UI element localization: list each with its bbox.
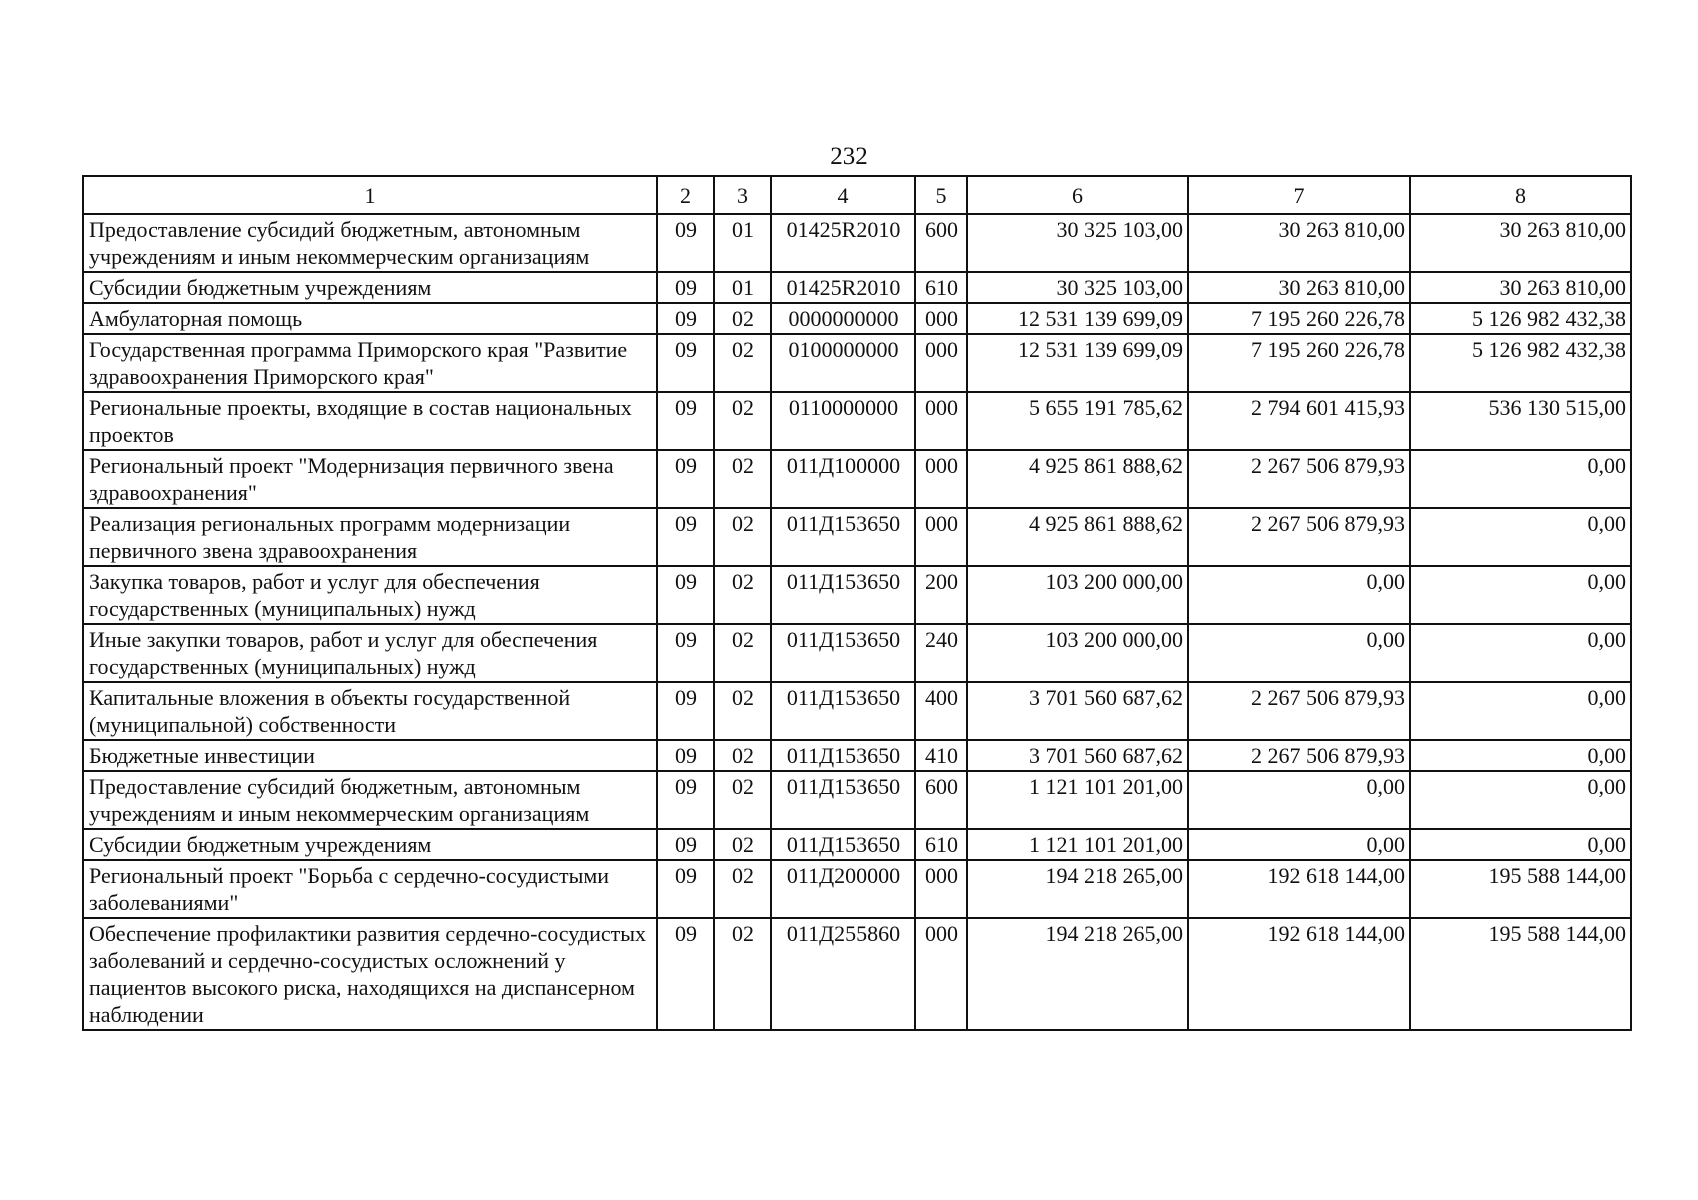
amount-col-8: 0,00 <box>1410 740 1631 771</box>
row-name: Иные закупки товаров, работ и услуг для обеспечения государственных (муниципальных) нужд <box>83 624 657 682</box>
target-article-code: 011Д153650 <box>771 624 915 682</box>
amount-col-6: 12 531 139 699,09 <box>967 334 1188 392</box>
row-name: Субсидии бюджетным учреждениям <box>83 829 657 860</box>
section-code: 09 <box>657 334 714 392</box>
table-row <box>83 566 1631 624</box>
expense-type-code: 610 <box>915 272 967 303</box>
amount-col-8: 0,00 <box>1410 771 1631 829</box>
amount-col-7: 30 263 810,00 <box>1188 214 1410 272</box>
target-article-code: 011Д255860 <box>771 918 915 1030</box>
row-name: Капитальные вложения в объекты государственной (муниципальной) собственности <box>83 682 657 740</box>
section-code: 09 <box>657 450 714 508</box>
expense-type-code: 400 <box>915 682 967 740</box>
expense-type-code: 000 <box>915 450 967 508</box>
section-code: 09 <box>657 860 714 918</box>
amount-col-7: 2 267 506 879,93 <box>1188 682 1410 740</box>
amount-col-6: 4 925 861 888,62 <box>967 508 1188 566</box>
row-name: Закупка товаров, работ и услуг для обеспечения государственных (муниципальных) нужд <box>83 566 657 624</box>
expense-type-code: 000 <box>915 918 967 1030</box>
column-header: 7 <box>1188 176 1410 214</box>
subsection-code: 02 <box>714 740 771 771</box>
target-article-code: 011Д200000 <box>771 860 915 918</box>
amount-col-7: 30 263 810,00 <box>1188 272 1410 303</box>
section-code: 09 <box>657 624 714 682</box>
row-name: Реализация региональных программ модернизации первичного звена здравоохранения <box>83 508 657 566</box>
expense-type-code: 600 <box>915 214 967 272</box>
subsection-code: 02 <box>714 624 771 682</box>
subsection-code: 02 <box>714 682 771 740</box>
expense-type-code: 600 <box>915 771 967 829</box>
target-article-code: 011Д153650 <box>771 508 915 566</box>
column-header: 5 <box>915 176 967 214</box>
subsection-code: 01 <box>714 214 771 272</box>
expense-type-code: 240 <box>915 624 967 682</box>
amount-col-8: 5 126 982 432,38 <box>1410 303 1631 334</box>
column-header: 1 <box>83 176 657 214</box>
subsection-code: 02 <box>714 334 771 392</box>
target-article-code: 011Д153650 <box>771 682 915 740</box>
amount-col-7: 2 794 601 415,93 <box>1188 392 1410 450</box>
amount-col-6: 194 218 265,00 <box>967 918 1188 1030</box>
table-row <box>83 740 1631 771</box>
expense-type-code: 000 <box>915 392 967 450</box>
expense-type-code: 200 <box>915 566 967 624</box>
row-name: Государственная программа Приморского края "Развитие здравоохранения Приморского края" <box>83 334 657 392</box>
header-row <box>83 176 1631 214</box>
target-article-code: 011Д100000 <box>771 450 915 508</box>
section-code: 09 <box>657 771 714 829</box>
amount-col-6: 1 121 101 201,00 <box>967 771 1188 829</box>
amount-col-6: 194 218 265,00 <box>967 860 1188 918</box>
table-row <box>83 303 1631 334</box>
target-article-code: 0000000000 <box>771 303 915 334</box>
section-code: 09 <box>657 829 714 860</box>
section-code: 09 <box>657 682 714 740</box>
row-name: Региональный проект "Модернизация первичного звена здравоохранения" <box>83 450 657 508</box>
amount-col-8: 0,00 <box>1410 450 1631 508</box>
expense-type-code: 000 <box>915 303 967 334</box>
target-article-code: 0110000000 <box>771 392 915 450</box>
amount-col-6: 4 925 861 888,62 <box>967 450 1188 508</box>
row-name: Бюджетные инвестиции <box>83 740 657 771</box>
amount-col-6: 5 655 191 785,62 <box>967 392 1188 450</box>
target-article-code: 01425R2010 <box>771 272 915 303</box>
expense-type-code: 410 <box>915 740 967 771</box>
amount-col-8: 0,00 <box>1410 566 1631 624</box>
row-name: Региональные проекты, входящие в состав национальных проектов <box>83 392 657 450</box>
amount-col-6: 12 531 139 699,09 <box>967 303 1188 334</box>
table-row <box>83 829 1631 860</box>
amount-col-8: 0,00 <box>1410 829 1631 860</box>
amount-col-7: 0,00 <box>1188 771 1410 829</box>
table-row <box>83 771 1631 829</box>
subsection-code: 02 <box>714 918 771 1030</box>
table-row <box>83 682 1631 740</box>
subsection-code: 02 <box>714 860 771 918</box>
section-code: 09 <box>657 508 714 566</box>
subsection-code: 02 <box>714 566 771 624</box>
row-name: Региональный проект "Борьба с сердечно-сосудистыми заболеваниями" <box>83 860 657 918</box>
row-name: Субсидии бюджетным учреждениям <box>83 272 657 303</box>
amount-col-6: 3 701 560 687,62 <box>967 740 1188 771</box>
amount-col-8: 5 126 982 432,38 <box>1410 334 1631 392</box>
target-article-code: 011Д153650 <box>771 740 915 771</box>
table-row <box>83 214 1631 272</box>
target-article-code: 01425R2010 <box>771 214 915 272</box>
amount-col-6: 103 200 000,00 <box>967 624 1188 682</box>
subsection-code: 02 <box>714 508 771 566</box>
amount-col-8: 195 588 144,00 <box>1410 918 1631 1030</box>
target-article-code: 011Д153650 <box>771 829 915 860</box>
table-row <box>83 860 1631 918</box>
amount-col-7: 2 267 506 879,93 <box>1188 740 1410 771</box>
amount-col-8: 0,00 <box>1410 508 1631 566</box>
subsection-code: 02 <box>714 303 771 334</box>
expense-type-code: 610 <box>915 829 967 860</box>
amount-col-8: 30 263 810,00 <box>1410 272 1631 303</box>
page-number: 232 <box>830 143 868 170</box>
amount-col-6: 30 325 103,00 <box>967 214 1188 272</box>
amount-col-7: 2 267 506 879,93 <box>1188 508 1410 566</box>
subsection-code: 02 <box>714 829 771 860</box>
budget-table <box>82 175 1632 1031</box>
amount-col-7: 7 195 260 226,78 <box>1188 334 1410 392</box>
column-header: 8 <box>1410 176 1631 214</box>
row-name: Обеспечение профилактики развития сердечно-сосудистых заболеваний и сердечно-сосудистых осложнений у пациентов высокого риска, находящихся на диспансерном наблюдении <box>83 918 657 1030</box>
section-code: 09 <box>657 566 714 624</box>
subsection-code: 02 <box>714 450 771 508</box>
amount-col-6: 30 325 103,00 <box>967 272 1188 303</box>
amount-col-7: 7 195 260 226,78 <box>1188 303 1410 334</box>
amount-col-7: 192 618 144,00 <box>1188 860 1410 918</box>
subsection-code: 02 <box>714 771 771 829</box>
amount-col-8: 0,00 <box>1410 624 1631 682</box>
row-name: Предоставление субсидий бюджетным, автономным учреждениям и иным некоммерческим организациям <box>83 214 657 272</box>
subsection-code: 02 <box>714 392 771 450</box>
section-code: 09 <box>657 303 714 334</box>
table-row <box>83 272 1631 303</box>
row-name: Предоставление субсидий бюджетным, автономным учреждениям и иным некоммерческим организациям <box>83 771 657 829</box>
amount-col-8: 0,00 <box>1410 682 1631 740</box>
amount-col-7: 0,00 <box>1188 624 1410 682</box>
expense-type-code: 000 <box>915 508 967 566</box>
column-header: 6 <box>967 176 1188 214</box>
expense-type-code: 000 <box>915 860 967 918</box>
amount-col-6: 103 200 000,00 <box>967 566 1188 624</box>
target-article-code: 0100000000 <box>771 334 915 392</box>
amount-col-8: 30 263 810,00 <box>1410 214 1631 272</box>
amount-col-8: 195 588 144,00 <box>1410 860 1631 918</box>
row-name: Амбулаторная помощь <box>83 303 657 334</box>
amount-col-7: 0,00 <box>1188 829 1410 860</box>
column-header: 3 <box>714 176 771 214</box>
table-row <box>83 918 1631 1030</box>
table-row <box>83 450 1631 508</box>
section-code: 09 <box>657 272 714 303</box>
column-header: 2 <box>657 176 714 214</box>
amount-col-6: 1 121 101 201,00 <box>967 829 1188 860</box>
column-header: 4 <box>771 176 915 214</box>
table-row <box>83 508 1631 566</box>
target-article-code: 011Д153650 <box>771 566 915 624</box>
section-code: 09 <box>657 214 714 272</box>
amount-col-6: 3 701 560 687,62 <box>967 682 1188 740</box>
subsection-code: 01 <box>714 272 771 303</box>
section-code: 09 <box>657 918 714 1030</box>
target-article-code: 011Д153650 <box>771 771 915 829</box>
section-code: 09 <box>657 392 714 450</box>
section-code: 09 <box>657 740 714 771</box>
table-row <box>83 392 1631 450</box>
amount-col-7: 2 267 506 879,93 <box>1188 450 1410 508</box>
amount-col-7: 0,00 <box>1188 566 1410 624</box>
table-row <box>83 624 1631 682</box>
amount-col-8: 536 130 515,00 <box>1410 392 1631 450</box>
expense-type-code: 000 <box>915 334 967 392</box>
amount-col-7: 192 618 144,00 <box>1188 918 1410 1030</box>
table-row <box>83 334 1631 392</box>
